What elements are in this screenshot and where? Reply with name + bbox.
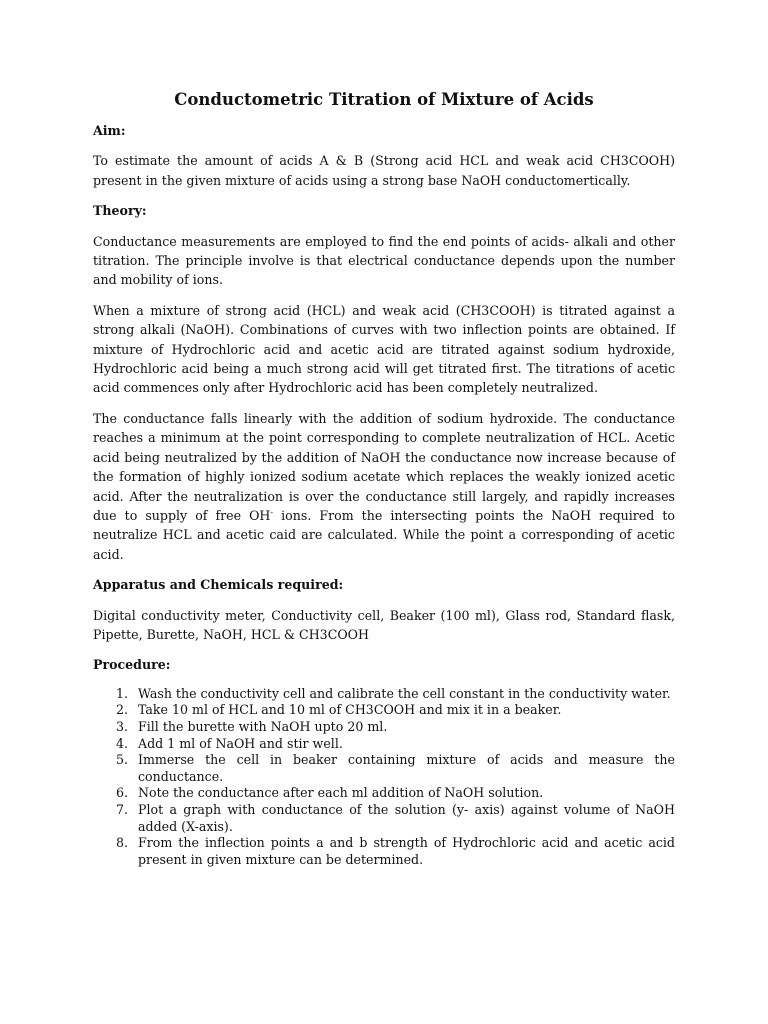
- procedure-step: [116, 752, 675, 785]
- step-number: 1.: [116, 685, 129, 701]
- step-number: 5.: [116, 752, 129, 768]
- step-number: 2.: [116, 702, 129, 718]
- step-text: Plot a graph with conductance of the solution (y- axis) against volume of NaOH added (X-axis).: [138, 801, 675, 834]
- procedure-step: [116, 718, 675, 736]
- procedure-steps-list: [93, 686, 675, 869]
- aim-text: To estimate the amount of acids A & B (Strong acid HCL and weak acid CH3COOH) present in the given mixture of acids using a strong base NaOH conductomertically.: [93, 153, 675, 188]
- step-number: 4.: [116, 735, 129, 751]
- step-number: 3.: [116, 718, 129, 734]
- procedure-heading: Procedure:: [93, 657, 171, 673]
- step-text: Wash the conductivity cell and calibrate the cell constant in the conductivity water.: [138, 685, 671, 701]
- theory-paragraph-3-part-a: The conductance falls linearly with the addition of sodium hydroxide. The conductance reaches a minimum at the point corresponding to complete neutralization of HCL. Acetic acid being neutralized by the addition of NaOH the conductance now increase because of the formation of highly ionized sodium acetate which replaces the weakly ionized acetic acid. After the neutralization is over the conductance still largely, and rapidly increases due to supply of free OH: [93, 410, 675, 523]
- step-text: Fill the burette with NaOH upto 20 ml.: [138, 718, 388, 734]
- theory-paragraph-3-part-b: ions. From the intersecting points the NaOH required to neutralize HCL and acetic caid are calculated. While the point a corresponding of acetic acid.: [93, 507, 675, 562]
- hydroxide-charge-superscript: -: [270, 507, 274, 517]
- procedure-step: [116, 785, 675, 802]
- procedure-step: [116, 685, 675, 703]
- aim-heading: Aim:: [93, 123, 126, 138]
- step-text: Add 1 ml of NaOH and stir well.: [138, 735, 343, 751]
- theory-paragraph-3: [93, 409, 675, 564]
- theory-paragraph-2: When a mixture of strong acid (HCL) and weak acid (CH3COOH) is titrated against a strong alkali (NaOH). Combinations of curves with two inflection points are obtained. If mixture of Hydrochloric acid and acetic acid are titrated against sodium hydroxide, Hydrochloric acid being a much strong acid will get titrated first. The titrations of acetic acid commences only after Hydrochloric acid has been completely neutralized.: [93, 302, 675, 396]
- step-number: 8.: [116, 835, 129, 851]
- theory-heading: Theory:: [93, 203, 147, 219]
- step-number: 6.: [116, 785, 129, 801]
- step-text: Immerse the cell in beaker containing mixture of acids and measure the conductance.: [138, 752, 675, 784]
- theory-paragraph-1: Conductance measurements are employed to find the end points of acids- alkali and other titration. The principle involve is that electrical conductance depends upon the number and mobility of ions.: [93, 233, 675, 288]
- step-text: Take 10 ml of HCL and 10 ml of CH3COOH and mix it in a beaker.: [138, 702, 562, 718]
- step-text: From the inflection points a and b strength of Hydrochloric acid and acetic acid present in given mixture can be determined.: [138, 835, 675, 867]
- apparatus-text: Digital conductivity meter, Conductivity cell, Beaker (100 ml), Glass rod, Standard flask, Pipette, Burette, NaOH, HCL & CH3COOH: [93, 607, 675, 642]
- step-number: 7.: [116, 801, 129, 817]
- procedure-step: [116, 801, 675, 835]
- procedure-step: [116, 735, 675, 753]
- procedure-step: [116, 835, 675, 868]
- procedure-step: [116, 702, 675, 719]
- step-text: Note the conductance after each ml addition of NaOH solution.: [138, 785, 544, 801]
- apparatus-heading: Apparatus and Chemicals required:: [93, 577, 344, 593]
- document-title: Conductometric Titration of Mixture of Acids: [174, 90, 594, 109]
